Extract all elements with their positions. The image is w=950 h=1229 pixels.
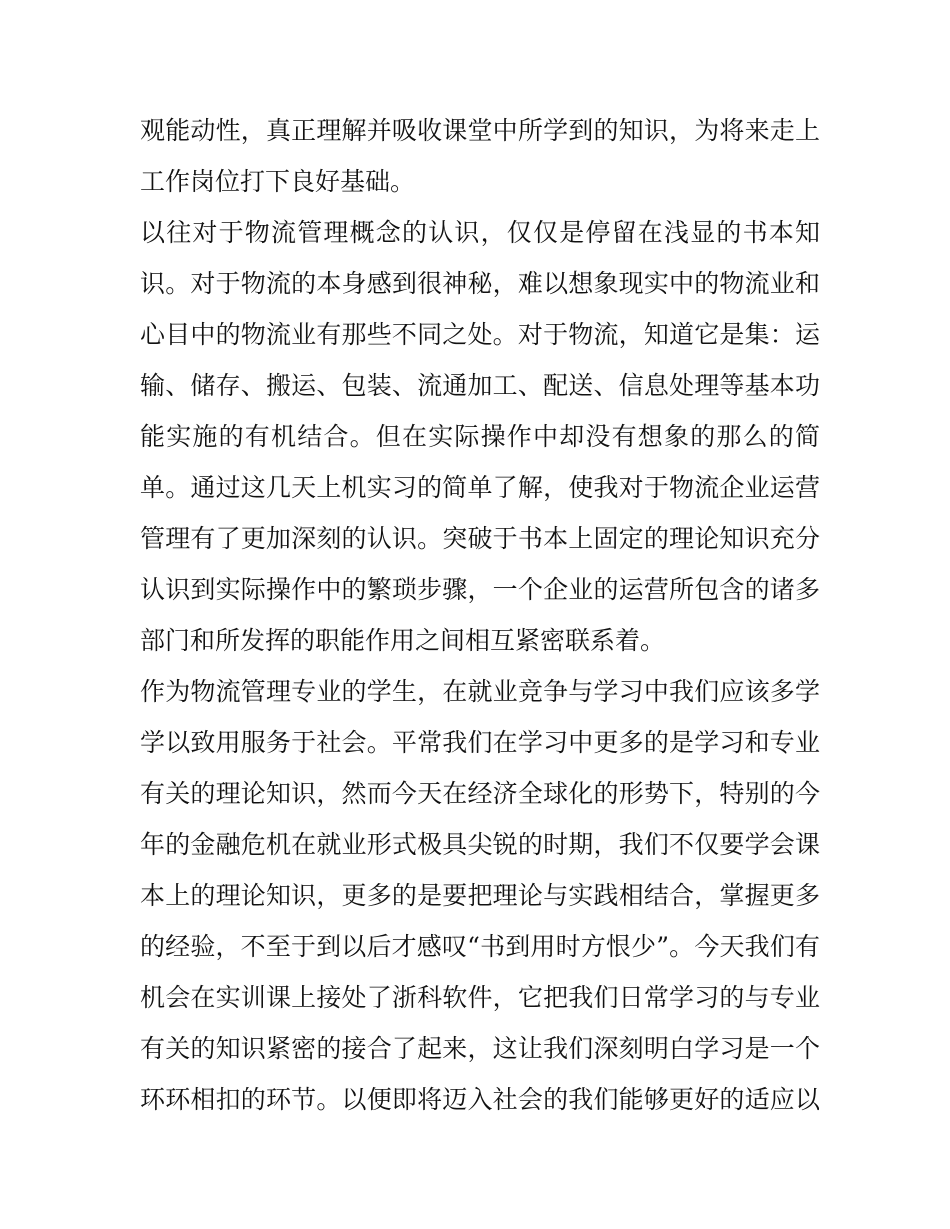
text-line: 单。通过这几天上机实习的简单了解，使我对于物流企业运营 <box>140 473 820 502</box>
text-line: 部门和所发挥的职能作用之间相互紧密联系着。 <box>140 626 666 655</box>
text-line: 输、储存、搬运、包装、流通加工、配送、信息处理等基本功 <box>140 371 820 400</box>
text-line: 作为物流管理专业的学生，在就业竞争与学习中我们应该多学 <box>140 677 820 706</box>
text-line: 机会在实训课上接处了浙科软件，它把我们日常学习的与专业 <box>140 983 820 1012</box>
text-line: 心目中的物流业有那些不同之处。对于物流，知道它是集：运 <box>140 320 820 349</box>
text-line: 以往对于物流管理概念的认识，仅仅是停留在浅显的书本知 <box>140 218 820 247</box>
text-line: 能实施的有机结合。但在实际操作中却没有想象的那么的简 <box>140 422 820 451</box>
text-line: 学以致用服务于社会。平常我们在学习中更多的是学习和专业 <box>140 728 820 757</box>
text-line: 识。对于物流的本身感到很神秘，难以想象现实中的物流业和 <box>140 269 820 298</box>
text-line: 认识到实际操作中的繁琐步骤，一个企业的运营所包含的诸多 <box>140 575 820 604</box>
text-line: 管理有了更加深刻的认识。突破于书本上固定的理论知识充分 <box>140 524 820 553</box>
body-text <box>140 105 820 1125</box>
text-line: 本上的理论知识，更多的是要把理论与实践相结合，掌握更多 <box>140 881 820 910</box>
text-line: 环环相扣的环节。以便即将迈入社会的我们能够更好的适应以 <box>140 1085 820 1114</box>
text-line: 工作岗位打下良好基础。 <box>140 167 416 196</box>
text-line: 有关的理论知识，然而今天在经济全球化的形势下，特别的今 <box>140 779 820 808</box>
text-line: 年的金融危机在就业形式极具尖锐的时期，我们不仅要学会课 <box>140 830 820 859</box>
text-line: 有关的知识紧密的接合了起来，这让我们深刻明白学习是一个 <box>140 1034 820 1063</box>
text-line: 观能动性，真正理解并吸收课堂中所学到的知识，为将来走上 <box>140 116 820 145</box>
text-line: 的经验，不至于到以后才感叹“书到用时方恨少”。今天我们有 <box>140 932 820 961</box>
